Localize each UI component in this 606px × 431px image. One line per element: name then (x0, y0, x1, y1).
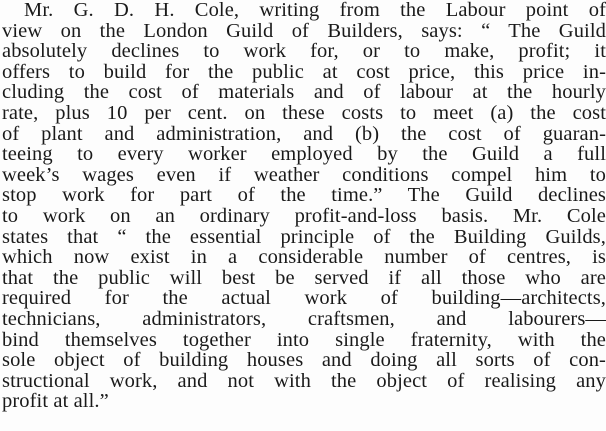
text-line: view on the London Guild of Builders, says: “ The Guild (2, 19, 606, 42)
text-line: bind themselves together into single fraternity, with the (2, 328, 606, 351)
text-line: structional work, and not with the object of realising any (2, 369, 606, 392)
text-line: teeing to every worker employed by the Guild a full (2, 143, 606, 166)
text-line: Mr. G. D. H. Cole, writing from the Labour point of (24, 0, 606, 21)
text-line: cluding the cost of materials and of labour at the hourly (2, 81, 606, 104)
text-line: stop work for part of the time.” The Guild declines (2, 184, 606, 207)
text-line: to work on an ordinary profit-and-loss basis. Mr. Cole (2, 204, 606, 227)
text-line: absolutely declines to work for, or to make, profit; it (2, 40, 606, 63)
article-paragraph (2, 0, 606, 412)
text-line: which now exist in a considerable number of centres, is (2, 246, 606, 269)
text-line: of plant and administration, and (b) the cost of guaran- (2, 122, 606, 145)
text-line: offers to build for the public at cost price, this price in- (2, 60, 606, 83)
text-line: required for the actual work of building—architects, (2, 287, 606, 310)
text-line: that the public will best be served if all those who are (2, 266, 606, 289)
text-line: profit at all.” (2, 390, 109, 413)
text-line: rate, plus 10 per cent. on these costs to meet (a) the cost (2, 101, 606, 124)
text-line: states that “ the essential principle of the Building Guilds, (2, 225, 606, 248)
text-line: week’s wages even if weather conditions compel him to (2, 163, 606, 186)
text-line: technicians, administrators, craftsmen, and labourers— (2, 307, 606, 330)
text-line: sole object of building houses and doing all sorts of con- (2, 349, 606, 372)
